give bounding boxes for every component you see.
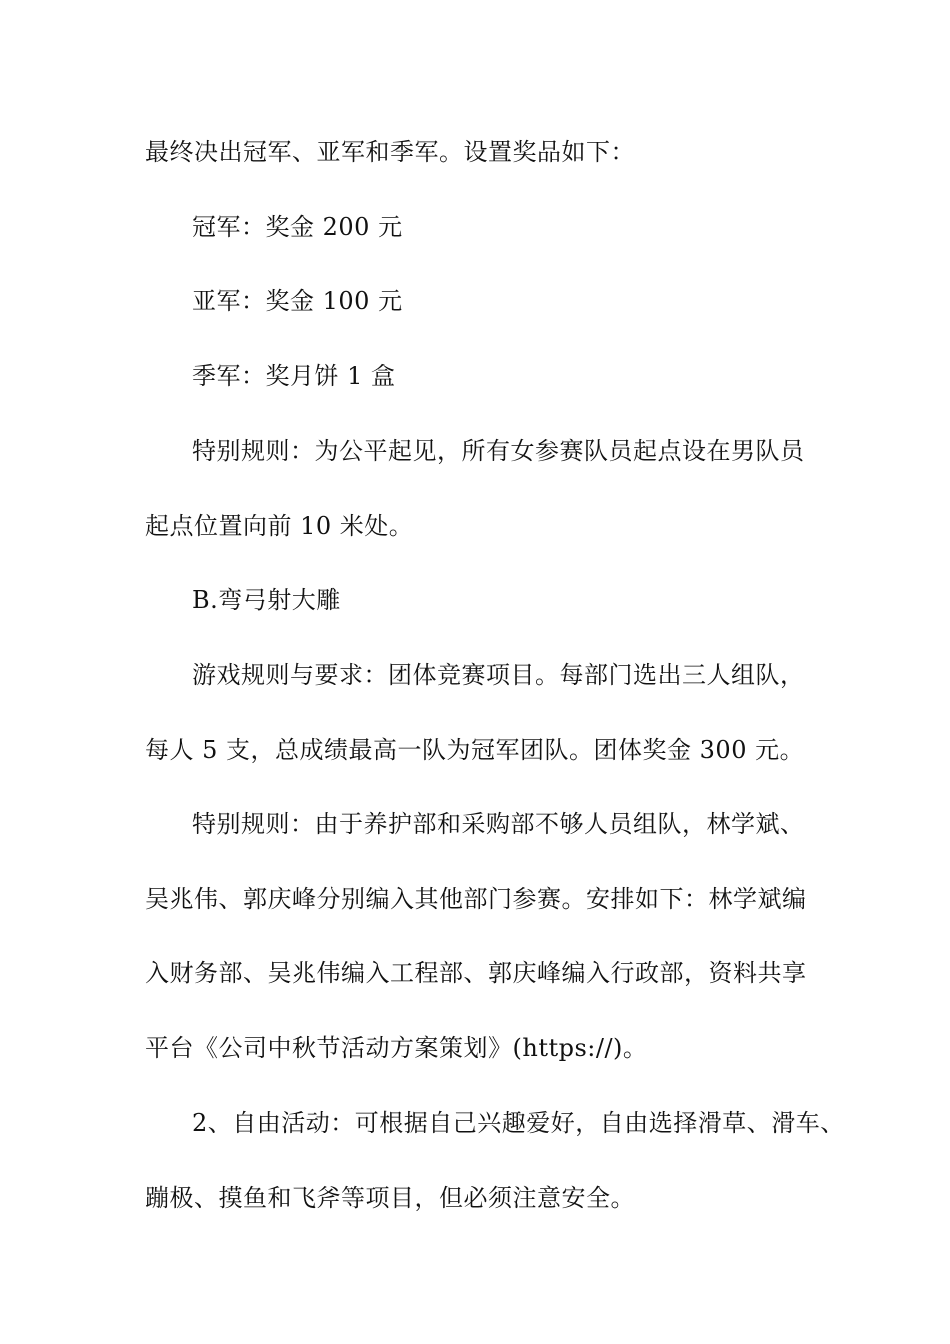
paragraph-line: 2、自由活动：可根据自己兴趣爱好，自由选择滑草、滑车、 (192, 1109, 845, 1137)
paragraph-line: 亚军：奖金 100 元 (192, 287, 403, 315)
paragraph-line: 吴兆伟、郭庆峰分别编入其他部门参赛。安排如下：林学斌编 (145, 885, 807, 913)
paragraph-line: 最终决出冠军、亚军和季军。设置奖品如下： (145, 138, 635, 166)
paragraph-line: 每人 5 支，总成绩最高一队为冠军团队。团体奖金 300 元。 (145, 736, 805, 764)
paragraph-line: 季军：奖月饼 1 盒 (192, 362, 396, 390)
paragraph-line: 蹦极、摸鱼和飞斧等项目，但必须注意安全。 (145, 1184, 635, 1212)
paragraph-line: 冠军：奖金 200 元 (192, 213, 403, 241)
paragraph-line: 游戏规则与要求：团体竞赛项目。每部门选出三人组队， (192, 661, 805, 689)
paragraph-line: 平台《公司中秋节活动方案策划》(https://)。 (145, 1034, 648, 1062)
paragraph-line: 特别规则：由于养护部和采购部不够人员组队，林学斌、 (192, 810, 805, 838)
section-heading: B.弯弓射大雕 (192, 586, 341, 614)
paragraph-line: 入财务部、吴兆伟编入工程部、郭庆峰编入行政部，资料共享 (145, 959, 807, 987)
paragraph-line: 特别规则：为公平起见，所有女参赛队员起点设在男队员 (192, 437, 805, 465)
paragraph-line: 起点位置向前 10 米处。 (145, 512, 414, 540)
